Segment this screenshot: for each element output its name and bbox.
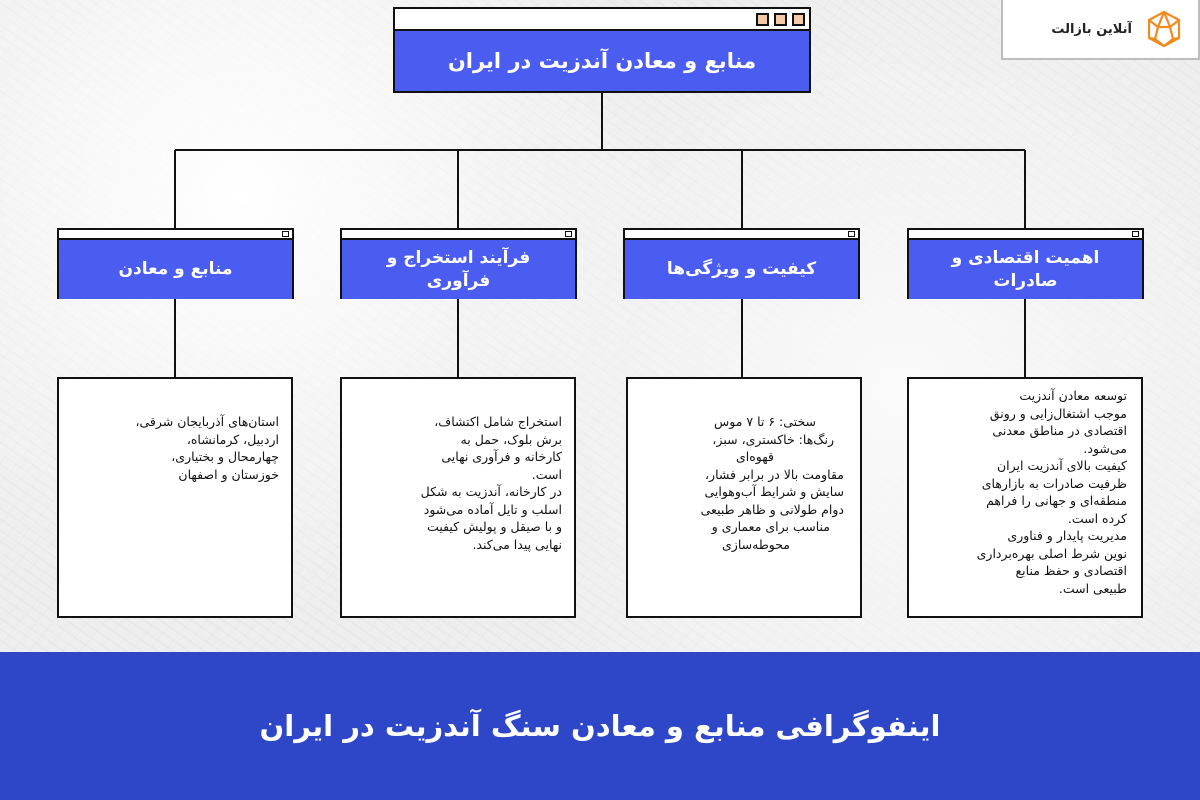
content-box-quality bbox=[626, 377, 862, 618]
content-line: و با صیقل و پولیش کیفیت bbox=[427, 519, 562, 534]
category-window-resources bbox=[57, 228, 294, 299]
footer-title: اینفوگرافی منابع و معادن سنگ آندزیت در ایران bbox=[259, 709, 941, 743]
main-title-titlebar bbox=[395, 9, 809, 31]
content-line: در کارخانه، آندزیت به شکل bbox=[420, 484, 562, 499]
content-line: محوطه‌سازی bbox=[722, 536, 790, 552]
content-line: اردبیل، کرمانشاه، bbox=[186, 431, 279, 447]
footer-banner bbox=[0, 652, 1200, 800]
content-line: مدیریت پایدار و فناوری bbox=[1007, 528, 1127, 543]
content-line: مناسب برای معماری و bbox=[711, 519, 830, 534]
category-window-extraction bbox=[340, 228, 577, 299]
content-line: استخراج شامل اکتشاف، bbox=[434, 414, 562, 429]
content-line: برش بلوک، حمل به bbox=[460, 431, 562, 447]
content-line: سختی: ۶ تا ۷ موس bbox=[714, 414, 816, 429]
content-line: کرده است. bbox=[1067, 510, 1127, 526]
window-dot-icon bbox=[282, 231, 289, 237]
brand-name: آنلاین بازالت bbox=[1051, 21, 1132, 37]
category-window-quality bbox=[623, 228, 860, 299]
content-line: نهایی پیدا می‌کند. bbox=[472, 536, 562, 552]
content-line: اقتصادی و حفظ منابع bbox=[1015, 563, 1127, 578]
brand-logo-card[interactable] bbox=[1001, 0, 1200, 60]
window-dot-icon bbox=[792, 13, 805, 26]
content-line: دوام طولانی و ظاهر طبیعی bbox=[700, 501, 844, 517]
content-line: منطقه‌ای و جهانی را فراهم bbox=[986, 493, 1127, 508]
content-line: است. bbox=[531, 466, 562, 482]
content-line: مقاومت بالا در برابر فشار، bbox=[705, 466, 844, 482]
content-line: نوین شرط اصلی بهره‌برداری bbox=[976, 545, 1127, 561]
category-window-economy bbox=[907, 228, 1144, 299]
content-line: کیفیت بالای آندزیت ایران bbox=[996, 458, 1127, 473]
window-dot-icon bbox=[565, 231, 572, 237]
content-line: کارخانه و فرآوری نهایی bbox=[441, 449, 562, 464]
window-dot-icon bbox=[1132, 231, 1139, 237]
category-title-resources: منابع و معادن bbox=[59, 240, 292, 299]
content-box-economy bbox=[907, 377, 1143, 618]
main-title: منابع و معادن آندزیت در ایران bbox=[395, 31, 809, 91]
window-dot-icon bbox=[848, 231, 855, 237]
content-line: رنگ‌ها: خاکستری، سبز، bbox=[712, 431, 834, 447]
content-line: اقتصادی در مناطق معدنی bbox=[992, 423, 1127, 438]
category-title-quality: کیفیت و ویژگی‌ها bbox=[625, 240, 858, 299]
basalt-gem-icon bbox=[1144, 9, 1184, 49]
content-line: سایش و شرایط آب‌وهوایی bbox=[704, 484, 844, 499]
category-title-economy: اهمیت اقتصادی و صادرات bbox=[909, 240, 1142, 299]
category-title-extraction: فرآیند استخراج و فرآوری bbox=[342, 240, 575, 299]
main-title-window bbox=[393, 7, 811, 93]
content-line: خوزستان و اصفهان bbox=[178, 466, 279, 482]
content-line: می‌شود. bbox=[1083, 440, 1127, 456]
window-dot-icon bbox=[774, 13, 787, 26]
content-line: اسلب و تایل آماده می‌شود bbox=[423, 501, 562, 517]
content-line: طبیعی است. bbox=[1058, 580, 1127, 596]
content-line: چهارمحال و بختیاری، bbox=[171, 449, 279, 464]
window-dot-icon bbox=[756, 13, 769, 26]
content-line: استان‌های آذربایجان شرقی، bbox=[135, 414, 279, 429]
content-line: قهوه‌ای bbox=[735, 449, 774, 464]
content-box-resources bbox=[57, 377, 293, 618]
content-line: موجب اشتغال‌زایی و رونق bbox=[989, 405, 1127, 421]
content-line: توسعه معادن آندزیت bbox=[1019, 388, 1127, 403]
content-box-extraction bbox=[340, 377, 576, 618]
content-line: ظرفیت صادرات به بازارهای bbox=[981, 475, 1127, 491]
